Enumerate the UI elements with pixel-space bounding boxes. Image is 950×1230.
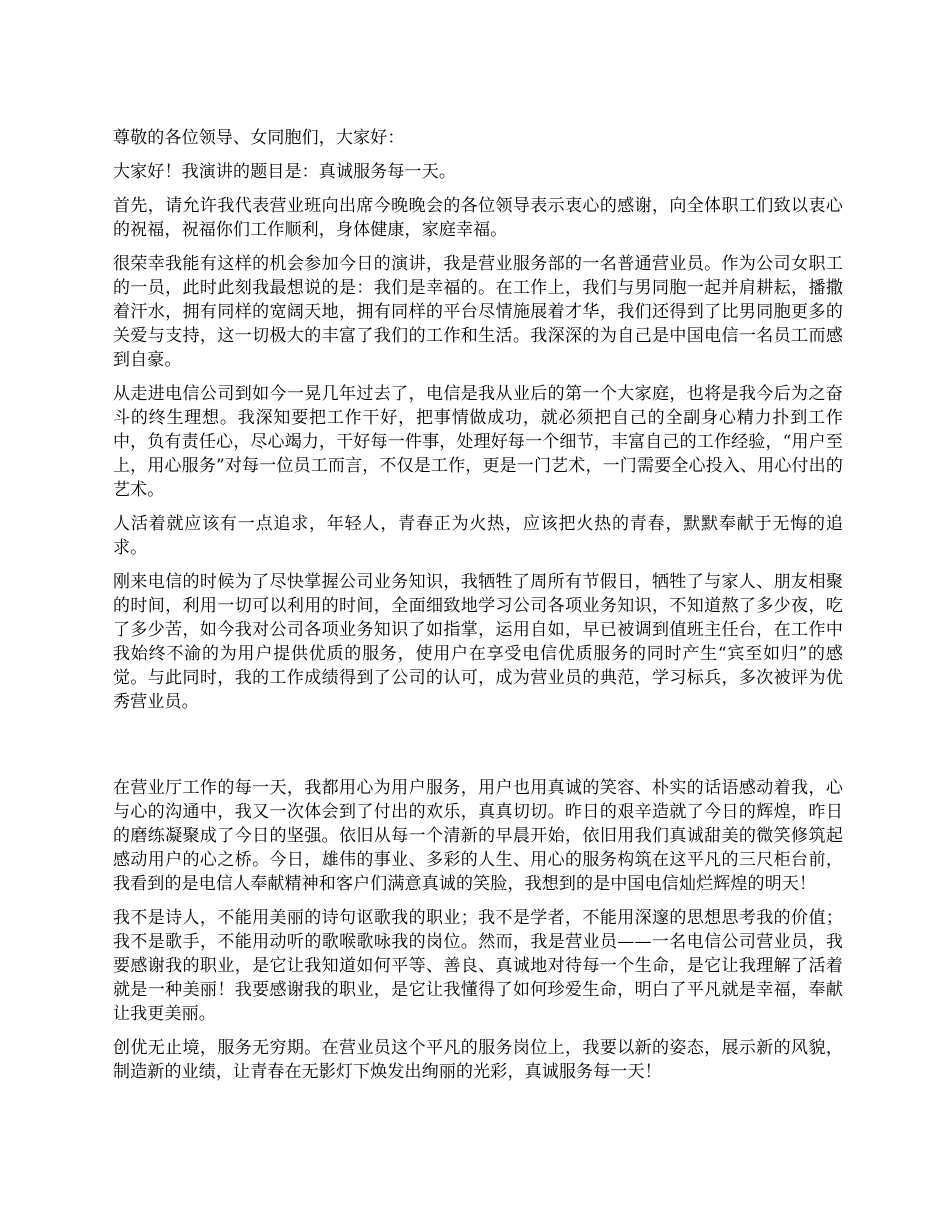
speech-body-lower bbox=[113, 776, 843, 1084]
career-paragraph: 从走进电信公司到如今一晃几年过去了，电信是我从业后的第一个大家庭，也将是我今后为之奋斗的终生理想。我深知要把工作干好，把事情做成功，就必须把自己的全副身心精力扑到工作中，负有责任心，尽心竭力，干好每一件事，处理好每一个细节，丰富自己的工作经验，“用户至上，用心服务”对每一位员工而言，不仅是工作，更是一门艺术，一门需要全心投入、用心付出的艺术。 bbox=[113, 384, 843, 500]
greeting-paragraph: 尊敬的各位领导、女同胞们，大家好： bbox=[113, 128, 405, 148]
thanks-paragraph: 首先，请允许我代表营业班向出席今晚晚会的各位领导表示衷心的感谢，向全体职工们致以衷心的祝福，祝福你们工作顺利，身体健康，家庭幸福。 bbox=[113, 196, 843, 240]
pursuit-paragraph: 人活着就应该有一点追求，年轻人，青春正为火热，应该把火热的青春，默默奉献于无悔的追求。 bbox=[113, 514, 843, 558]
topic-paragraph: 大家好！我演讲的题目是：真诚服务每一天。 bbox=[113, 162, 456, 182]
daily-service-paragraph: 在营业厅工作的每一天，我都用心为用户服务，用户也用真诚的笑容、朴实的话语感动着我，心与心的沟通中，我又一次体会到了付出的欢乐，真真切切。昨日的艰辛造就了今日的辉煌，昨日的磨练凝聚成了今日的坚强。依旧从每一个清新的早晨开始，依旧用我们真诚甜美的微笑修筑起感动用户的心之桥。今日，雄伟的事业、多彩的人生、用心的服务构筑在这平凡的三尺柜台前，我看到的是电信人奉献精神和客户们满意真诚的笑脸，我想到的是中国电信灿烂辉煌的明天！ bbox=[113, 778, 843, 894]
gratitude-paragraph: 我不是诗人，不能用美丽的诗句讴歌我的职业；我不是学者，不能用深邃的思想思考我的价值；我不是歌手，不能用动听的歌喉歌咏我的岗位。然而，我是营业员——一名电信公司营业员，我要感谢我的职业，是它让我知道如何平等、善良、真诚地对待每一个生命，是它让我理解了活着就是一种美丽！我要感谢我的职业，是它让我懂得了如何珍爱生命，明白了平凡就是幸福，奉献让我更美丽。 bbox=[113, 908, 843, 1024]
speech-body-upper bbox=[113, 126, 843, 714]
honor-paragraph: 很荣幸我能有这样的机会参加今日的演讲，我是营业服务部的一名普通营业员。作为公司女职工的一员，此时此刻我最想说的是：我们是幸福的。在工作上，我们与男同胞一起并肩耕耘，播撒着汗水，拥有同样的宽阔天地，拥有同样的平台尽情施展着才华，我们还得到了比男同胞更多的关爱与支持，这一切极大的丰富了我们的工作和生活。我深深的为自己是中国电信一名员工而感到自豪。 bbox=[113, 254, 843, 370]
effort-paragraph: 刚来电信的时候为了尽快掌握公司业务知识，我牺牲了周所有节假日，牺牲了与家人、朋友相聚的时间，利用一切可以利用的时间，全面细致地学习公司各项业务知识，不知道熬了多少夜，吃了多少苦，如今我对公司各项业务知识了如指掌，运用自如，早已被调到值班主任台，在工作中我始终不渝的为用户提供优质的服务，使用户在享受电信优质服务的同时产生“宾至如归”的感觉。与此同时，我的工作成绩得到了公司的认可，成为营业员的典范，学习标兵，多次被评为优秀营业员。 bbox=[113, 572, 843, 712]
closing-paragraph: 创优无止境，服务无穷期。在营业员这个平凡的服务岗位上，我要以新的姿态，展示新的风貌，制造新的业绩，让青春在无影灯下焕发出绚丽的光彩，真诚服务每一天！ bbox=[113, 1038, 843, 1082]
